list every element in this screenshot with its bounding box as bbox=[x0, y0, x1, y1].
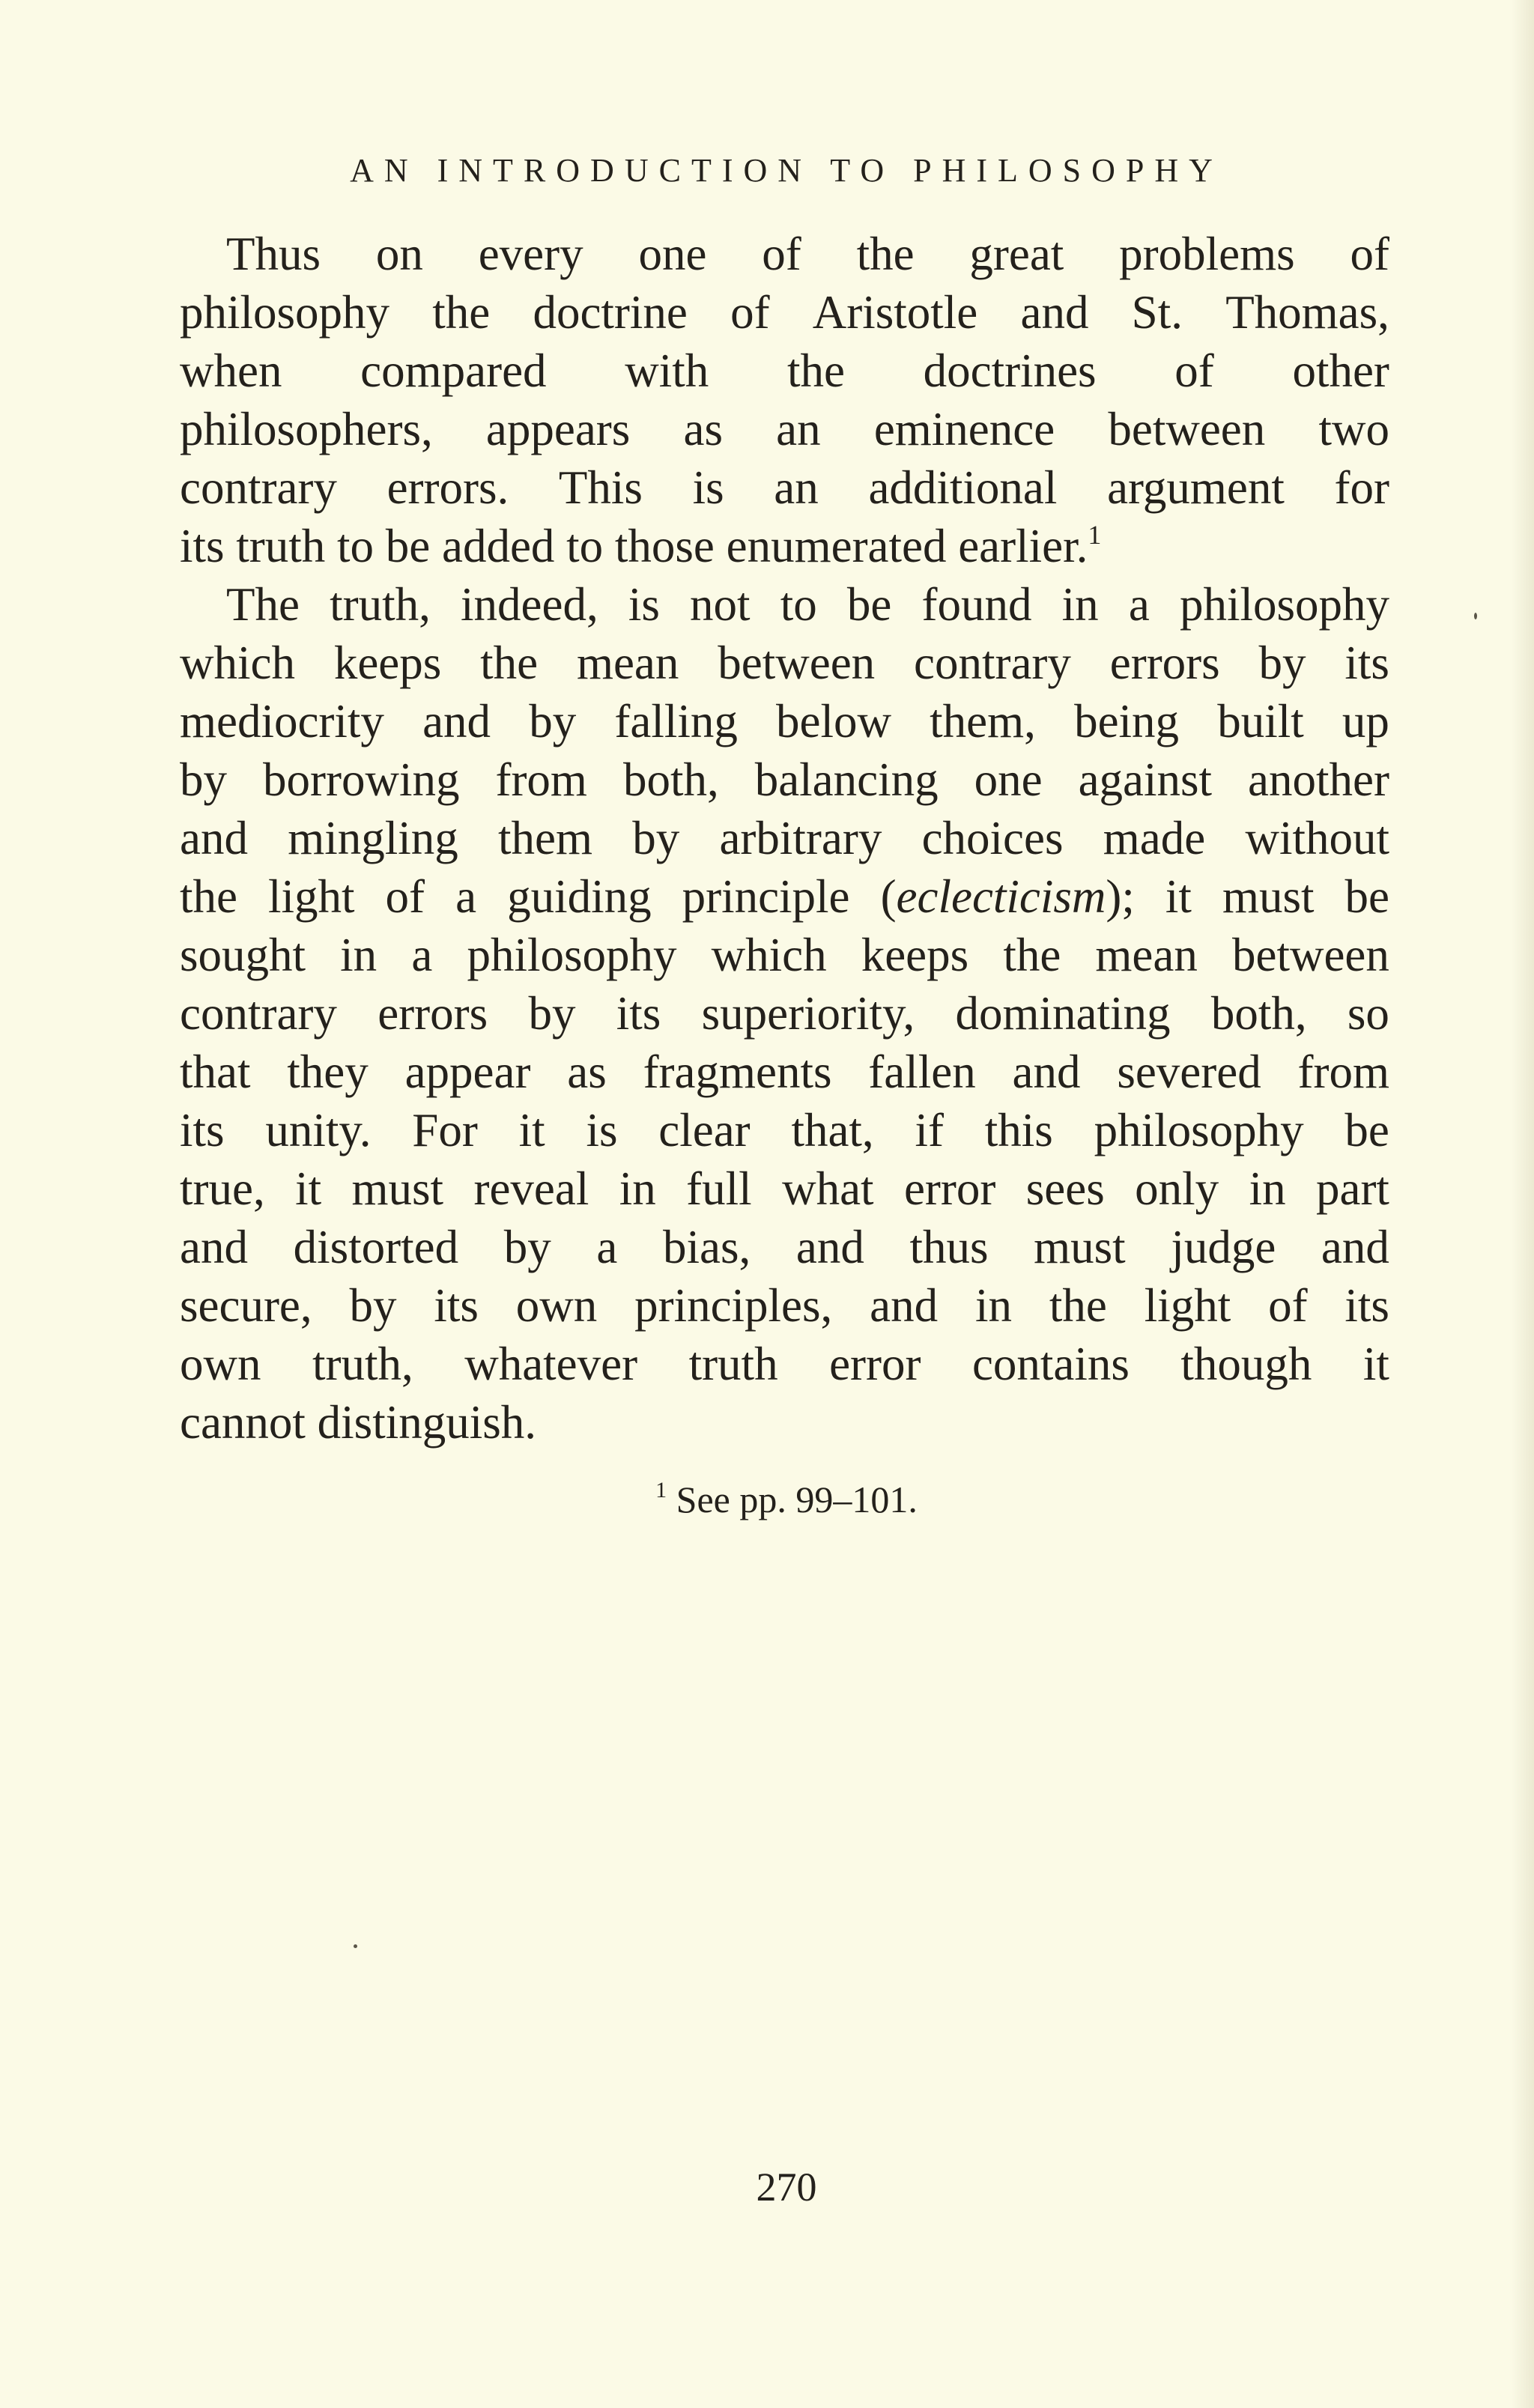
word: being bbox=[1074, 695, 1180, 747]
word: of bbox=[762, 228, 801, 280]
word: between bbox=[718, 637, 876, 689]
word: mingling bbox=[288, 812, 458, 864]
word: contrary bbox=[914, 637, 1071, 689]
word: and bbox=[180, 1221, 248, 1273]
word: contrary bbox=[180, 461, 337, 514]
word: by bbox=[349, 1279, 397, 1332]
word: doctrines bbox=[923, 345, 1097, 397]
text-line bbox=[180, 400, 1389, 458]
word: the bbox=[1049, 1279, 1107, 1332]
word: with bbox=[625, 345, 709, 397]
word: without bbox=[1245, 812, 1389, 864]
word: error bbox=[829, 1338, 921, 1390]
word: errors. bbox=[386, 461, 509, 514]
word: mean bbox=[1095, 929, 1198, 981]
word: balancing bbox=[754, 753, 939, 806]
word: eminence bbox=[873, 403, 1055, 455]
word: dominating bbox=[955, 987, 1171, 1040]
word: philosophy bbox=[467, 929, 677, 981]
word: when bbox=[180, 345, 282, 397]
parenthetical bbox=[881, 867, 1135, 926]
word: Thus bbox=[226, 228, 321, 280]
word: both, bbox=[622, 753, 719, 806]
text-line bbox=[180, 750, 1389, 809]
word: contains bbox=[971, 1338, 1130, 1390]
word: additional bbox=[868, 461, 1058, 514]
word: distorted bbox=[293, 1221, 459, 1273]
word: its bbox=[434, 1279, 479, 1332]
word: both, bbox=[1210, 987, 1307, 1040]
text-line bbox=[180, 342, 1389, 400]
footnote-text: See pp. 99–101. bbox=[676, 1479, 918, 1520]
word: its bbox=[180, 1104, 225, 1156]
word: the bbox=[480, 637, 539, 689]
italic-term: eclecticism bbox=[896, 870, 1106, 923]
word: in bbox=[1061, 578, 1099, 631]
word: philosophy bbox=[180, 286, 390, 339]
word: light bbox=[1144, 1279, 1231, 1332]
word: from bbox=[1297, 1046, 1389, 1098]
paper-speck bbox=[354, 1944, 357, 1948]
paragraph-2-last-line: cannot distinguish. bbox=[180, 1396, 536, 1449]
word: appear bbox=[404, 1046, 531, 1098]
word: a bbox=[596, 1221, 618, 1273]
word: principle bbox=[682, 870, 850, 923]
word: keeps bbox=[333, 637, 442, 689]
word: the bbox=[856, 228, 915, 280]
word: its bbox=[1344, 1279, 1389, 1332]
word: by bbox=[528, 987, 576, 1040]
word: fragments bbox=[643, 1046, 832, 1098]
word: up bbox=[1342, 695, 1389, 747]
word: ); bbox=[1106, 870, 1135, 923]
word: Aristotle bbox=[812, 286, 978, 339]
word: they bbox=[287, 1046, 369, 1098]
text-line bbox=[180, 1276, 1389, 1335]
word: another bbox=[1248, 753, 1389, 806]
word: philosophers, bbox=[180, 403, 433, 455]
word: truth, bbox=[330, 578, 431, 631]
word: in bbox=[1249, 1162, 1286, 1215]
word: superiority, bbox=[701, 987, 915, 1040]
word: the bbox=[180, 870, 237, 923]
word: one bbox=[638, 228, 707, 280]
word: St. bbox=[1131, 286, 1183, 339]
word: of bbox=[385, 870, 425, 923]
word: judge bbox=[1171, 1221, 1276, 1273]
text-line bbox=[180, 225, 1389, 283]
word: and bbox=[422, 695, 491, 747]
word: This bbox=[558, 461, 643, 514]
word: errors bbox=[378, 987, 488, 1040]
word: that bbox=[180, 1046, 251, 1098]
word: a bbox=[455, 870, 477, 923]
paragraph-2-line bbox=[180, 867, 1389, 926]
page-number: 270 bbox=[756, 2165, 817, 2210]
paragraph-1-last-line bbox=[180, 517, 1389, 575]
word: for bbox=[1334, 461, 1389, 514]
word: one bbox=[974, 753, 1043, 806]
word: keeps bbox=[861, 929, 969, 981]
text-line bbox=[180, 1043, 1389, 1101]
word: it bbox=[1165, 870, 1192, 923]
word: that, bbox=[791, 1104, 874, 1156]
word: what bbox=[782, 1162, 874, 1215]
text-line bbox=[180, 575, 1389, 634]
word: is bbox=[692, 461, 724, 514]
word: secure, bbox=[180, 1279, 312, 1332]
word: in bbox=[340, 929, 378, 981]
word: it bbox=[295, 1162, 322, 1215]
text-line bbox=[180, 809, 1389, 867]
body-text bbox=[180, 225, 1389, 1452]
word: whatever bbox=[464, 1338, 638, 1390]
word: contrary bbox=[180, 987, 337, 1040]
word: of bbox=[1268, 1279, 1308, 1332]
word: light bbox=[268, 870, 355, 923]
word: sought bbox=[180, 929, 306, 981]
word: an bbox=[776, 403, 821, 455]
word: as bbox=[567, 1046, 607, 1098]
word: compared bbox=[360, 345, 547, 397]
word: on bbox=[375, 228, 423, 280]
word: found bbox=[921, 578, 1032, 631]
word: own bbox=[180, 1338, 261, 1390]
word: clear bbox=[658, 1104, 751, 1156]
word: Thomas, bbox=[1225, 286, 1389, 339]
word: arbitrary bbox=[719, 812, 882, 864]
word: by bbox=[1258, 637, 1306, 689]
text-line bbox=[180, 1335, 1389, 1393]
word: bias, bbox=[662, 1221, 751, 1273]
word: a bbox=[411, 929, 433, 981]
word: against bbox=[1078, 753, 1213, 806]
word: two bbox=[1318, 403, 1389, 455]
word: and bbox=[180, 812, 248, 864]
word: severed bbox=[1117, 1046, 1261, 1098]
word: so bbox=[1347, 987, 1389, 1040]
footnote-marker: 1 bbox=[655, 1478, 667, 1502]
word: ( bbox=[880, 870, 897, 923]
word: not bbox=[690, 578, 751, 631]
word: principles, bbox=[634, 1279, 833, 1332]
word: thus bbox=[909, 1221, 989, 1273]
word: is bbox=[586, 1104, 618, 1156]
word: built bbox=[1217, 695, 1304, 747]
running-head: AN INTRODUCTION TO PHILOSOPHY bbox=[350, 152, 1223, 189]
word: its bbox=[616, 987, 661, 1040]
word: its bbox=[1344, 637, 1389, 689]
word: every bbox=[478, 228, 583, 280]
word: them, bbox=[930, 695, 1036, 747]
word: fallen bbox=[868, 1046, 976, 1098]
word: own bbox=[515, 1279, 598, 1332]
word: true, bbox=[180, 1162, 265, 1215]
word: must bbox=[1222, 870, 1315, 923]
word: them bbox=[497, 812, 592, 864]
word: The bbox=[226, 578, 300, 631]
word: falling bbox=[614, 695, 738, 747]
word: from bbox=[495, 753, 587, 806]
word: doctrine bbox=[533, 286, 688, 339]
word: For bbox=[412, 1104, 478, 1156]
word: to bbox=[780, 578, 817, 631]
word: though bbox=[1180, 1338, 1312, 1390]
word: choices bbox=[921, 812, 1064, 864]
word: by bbox=[632, 812, 680, 864]
word: be bbox=[1344, 1104, 1389, 1156]
word: below bbox=[776, 695, 891, 747]
word: must bbox=[1034, 1221, 1126, 1273]
word: unity. bbox=[265, 1104, 372, 1156]
word: and bbox=[1012, 1046, 1081, 1098]
word: which bbox=[180, 637, 295, 689]
word: as bbox=[683, 403, 723, 455]
word: of bbox=[1174, 345, 1214, 397]
text-line bbox=[180, 1101, 1389, 1159]
word: the bbox=[432, 286, 491, 339]
word: be bbox=[846, 578, 892, 631]
word: of bbox=[1350, 228, 1389, 280]
word: must bbox=[351, 1162, 444, 1215]
word: mediocrity bbox=[180, 695, 384, 747]
word: is bbox=[628, 578, 660, 631]
word: this bbox=[984, 1104, 1053, 1156]
word: mean bbox=[576, 637, 679, 689]
word: borrowing bbox=[263, 753, 460, 806]
word: and bbox=[1020, 286, 1089, 339]
word: which bbox=[711, 929, 827, 981]
word: in bbox=[619, 1162, 656, 1215]
word: part bbox=[1315, 1162, 1389, 1215]
page-edge-shadow bbox=[1512, 0, 1534, 2408]
paragraph-1 bbox=[180, 225, 1389, 517]
word: if bbox=[915, 1104, 944, 1156]
word: reveal bbox=[473, 1162, 589, 1215]
word: and bbox=[870, 1279, 939, 1332]
text-line bbox=[180, 692, 1389, 750]
word: guiding bbox=[507, 870, 652, 923]
text-line bbox=[180, 984, 1389, 1043]
word: other bbox=[1292, 345, 1389, 397]
word: great bbox=[969, 228, 1064, 280]
word: only bbox=[1135, 1162, 1219, 1215]
word: truth bbox=[688, 1338, 778, 1390]
paper-speck bbox=[1474, 613, 1477, 619]
word: appears bbox=[485, 403, 631, 455]
word: full bbox=[686, 1162, 752, 1215]
word: argument bbox=[1107, 461, 1285, 514]
text-line bbox=[180, 458, 1389, 517]
footnote bbox=[180, 1477, 1393, 1522]
text-line bbox=[180, 1159, 1389, 1218]
word: by bbox=[180, 753, 227, 806]
word: be bbox=[1344, 870, 1389, 923]
text-line bbox=[180, 1218, 1389, 1276]
text-line bbox=[180, 283, 1389, 342]
word: a bbox=[1128, 578, 1150, 631]
word: error bbox=[903, 1162, 996, 1215]
word: an bbox=[774, 461, 819, 514]
line-text: its truth to be added to those enumerated earlier. bbox=[180, 520, 1088, 572]
word: made bbox=[1103, 812, 1206, 864]
word: philosophy bbox=[1094, 1104, 1304, 1156]
word: and bbox=[1321, 1221, 1389, 1273]
word: between bbox=[1232, 929, 1389, 981]
word: sees bbox=[1025, 1162, 1105, 1215]
paragraph-2-continued bbox=[180, 926, 1389, 1393]
word: between bbox=[1108, 403, 1266, 455]
paragraph-2 bbox=[180, 575, 1389, 867]
word: and bbox=[795, 1221, 864, 1273]
word: philosophy bbox=[1179, 578, 1389, 631]
word: it bbox=[1362, 1338, 1389, 1390]
word: it bbox=[518, 1104, 545, 1156]
word: indeed, bbox=[461, 578, 598, 631]
word: the bbox=[786, 345, 845, 397]
word: of bbox=[730, 286, 770, 339]
text-line bbox=[180, 926, 1389, 984]
word: truth, bbox=[312, 1338, 413, 1390]
word: problems bbox=[1119, 228, 1295, 280]
word: errors bbox=[1109, 637, 1220, 689]
word: by bbox=[503, 1221, 551, 1273]
word: in bbox=[974, 1279, 1012, 1332]
footnote-reference: 1 bbox=[1088, 520, 1102, 550]
text-line bbox=[180, 634, 1389, 692]
word: the bbox=[1003, 929, 1061, 981]
word: by bbox=[529, 695, 577, 747]
